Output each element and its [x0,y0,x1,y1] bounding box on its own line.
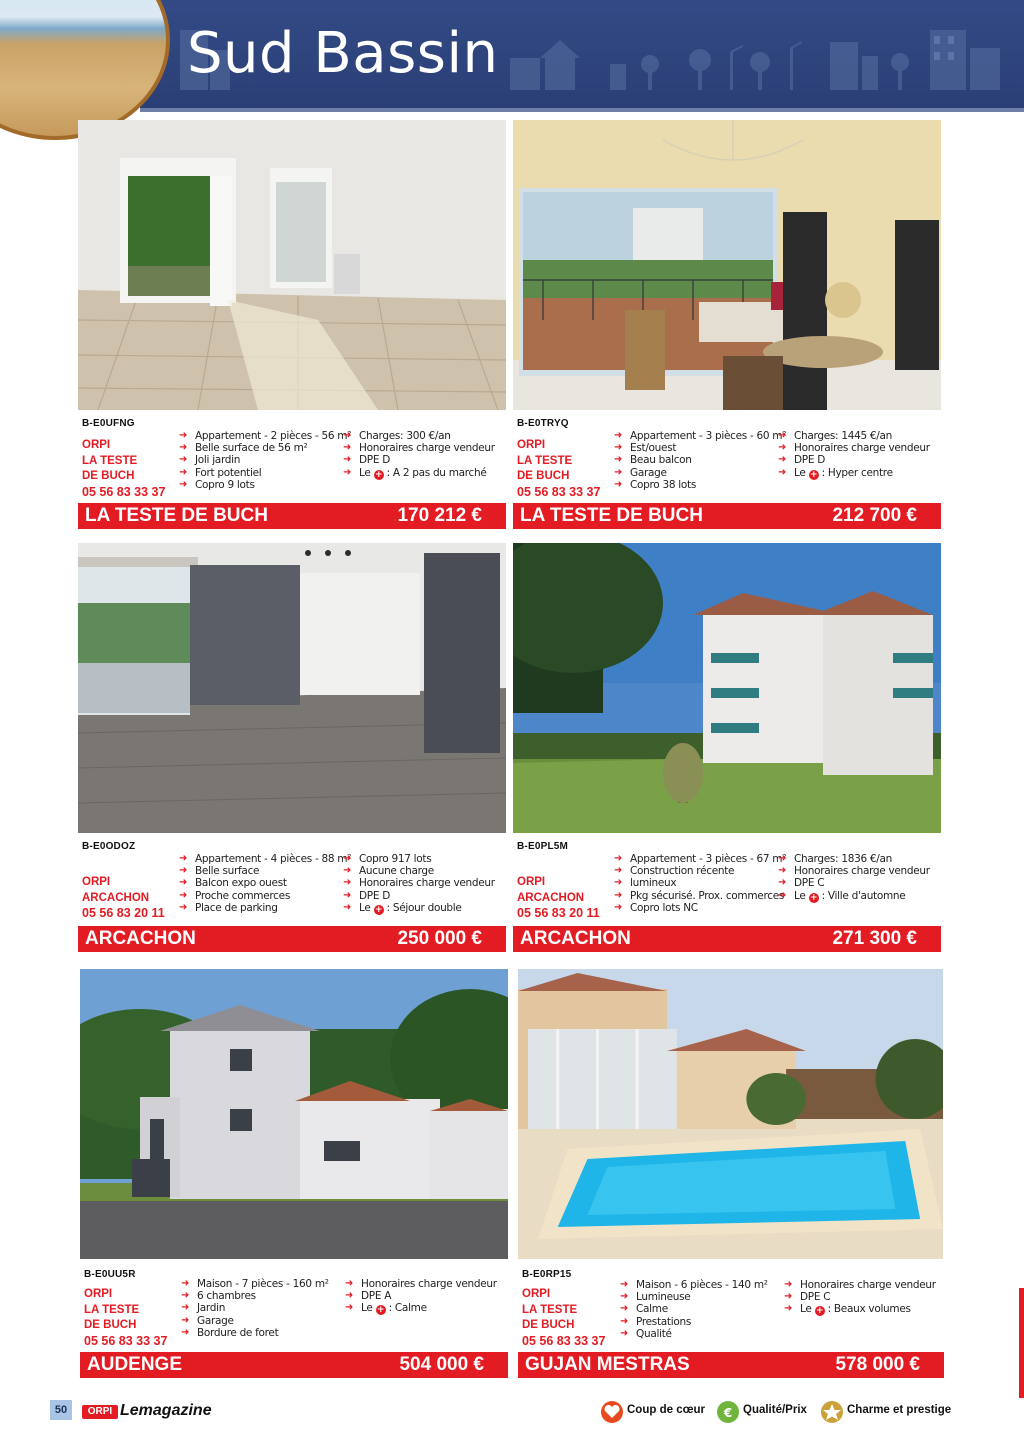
detail-item: ➜ Charges: 300 €/an [343,430,495,442]
listing-reference: B-E0PL5M [517,841,569,852]
listing-price: 578 000 € [835,1354,920,1375]
feature-item: ➜ Pkg sécurisé. Prox. commerces [614,890,786,902]
coup-de-coeur-item: ➜ Le + : A 2 pas du marché [343,467,495,480]
agency-block [84,1287,167,1349]
detail-item: ➜ DPE D [343,890,495,902]
coup-de-coeur-item: ➜ Le + : Beaux volumes [784,1303,936,1316]
agency-block [82,438,165,500]
feature-item: ➜ Qualité [620,1328,768,1340]
feature-item: ➜ Est/ouest [614,442,786,454]
listing-price: 250 000 € [397,928,482,949]
listing-reference: B-E0TRYQ [517,418,569,429]
feature-item: ➜ Garage [614,467,786,479]
listing-price: 504 000 € [399,1354,484,1375]
qualite-prix-icon [716,1400,740,1424]
feature-item: ➜ Copro 38 lots [614,479,786,491]
detail-item: ➜ Honoraires charge vendeur [784,1279,936,1291]
feature-item: ➜ Belle surface [179,865,351,877]
city-price-bar [80,1352,508,1378]
detail-item: ➜ Aucune charge [343,865,495,877]
plus-icon: + [815,1306,824,1317]
agency-phone[interactable]: 05 56 83 33 37 [82,484,166,499]
features-list [179,853,351,914]
agency-name: DE BUCH [517,470,570,482]
details-list [345,1278,497,1315]
features-list [620,1279,768,1340]
detail-item: ➜ DPE A [345,1290,497,1302]
agency-name: ORPI [517,876,546,888]
detail-item: ➜ Charges: 1445 €/an [778,430,930,442]
detail-item: ➜ Honoraires charge vendeur [343,442,495,454]
details-list [343,430,495,480]
feature-item: ➜ Place de parking [179,902,351,914]
detail-item: ➜ Honoraires charge vendeur [345,1278,497,1290]
agency-name: DE BUCH [82,470,135,482]
plus-icon: + [374,469,383,480]
listing-city: AUDENGE [87,1354,183,1375]
agency-name: DE BUCH [522,1319,575,1331]
legend-qualite-prix: Qualité/Prix [743,1404,807,1416]
feature-item: ➜ Maison - 7 pièces - 160 m² [181,1278,329,1290]
agency-name: ORPI [84,1288,113,1300]
listing-photo[interactable] [518,969,943,1259]
city-price-bar [78,503,506,529]
beach-photo [0,0,170,140]
listing-city: LA TESTE DE BUCH [520,505,703,526]
details-list [784,1279,936,1316]
header-rule [140,108,1024,112]
listing-city: GUJAN MESTRAS [525,1354,690,1375]
feature-item: ➜ Bordure de foret [181,1327,329,1339]
agency-name: ARCACHON [517,891,585,904]
coup-de-coeur-icon [600,1400,624,1424]
detail-item: ➜ DPE C [784,1291,936,1303]
listing-photo[interactable] [513,120,941,410]
city-price-bar [78,926,506,952]
listing-price: 271 300 € [832,928,917,949]
feature-item: ➜ Appartement - 2 pièces - 56 m² [179,430,351,442]
feature-item: ➜ Lumineuse [620,1291,768,1303]
side-tab-mark [1019,1288,1024,1398]
city-price-bar [513,926,941,952]
detail-item: ➜ DPE D [778,454,930,466]
listing-photo[interactable] [78,543,506,833]
coup-de-coeur-item: ➜ Le + : Calme [345,1302,497,1315]
feature-item: ➜ Garage [181,1315,329,1327]
plus-icon: + [376,1305,385,1316]
agency-name: ORPI [522,1288,551,1300]
agency-name: DE BUCH [84,1319,137,1331]
coup-de-coeur-item: ➜ Le + : Ville d'automne [778,890,930,903]
listing-city: ARCACHON [520,928,631,949]
agency-phone[interactable]: 05 56 83 20 11 [82,906,165,920]
agency-block [517,875,600,922]
feature-item: ➜ lumineux [614,877,786,889]
listing-price: 170 212 € [397,505,482,526]
feature-item: ➜ Jardin [181,1302,329,1314]
feature-item: ➜ Joli jardin [179,454,351,466]
agency-name: ORPI [82,876,111,888]
listing-city: LA TESTE DE BUCH [85,505,268,526]
agency-phone[interactable]: 05 56 83 33 37 [522,1333,606,1348]
agency-name: LA TESTE [522,1303,578,1316]
listing-reference: B-E0ODOZ [82,841,136,852]
detail-item: ➜ DPE C [778,877,930,889]
agency-phone[interactable]: 05 56 83 33 37 [84,1333,168,1348]
legend-charme-prestige: Charme et prestige [847,1404,952,1416]
feature-item: ➜ Appartement - 3 pièces - 67 m² [614,853,786,865]
magazine-title: Lemagazine [120,1402,212,1419]
city-price-bar [513,503,941,529]
charme-prestige-icon [820,1400,844,1424]
feature-item: ➜ Belle surface de 56 m² [179,442,351,454]
city-price-bar [518,1352,944,1378]
agency-phone[interactable]: 05 56 83 33 37 [517,484,601,499]
details-list [343,853,495,915]
agency-name: LA TESTE [84,1303,140,1316]
feature-item: ➜ Appartement - 4 pièces - 88 m² [179,853,351,865]
listing-photo[interactable] [78,120,506,410]
features-list [181,1278,329,1339]
feature-item: ➜ Maison - 6 pièces - 140 m² [620,1279,768,1291]
feature-item: ➜ Fort potentiel [179,467,351,479]
feature-item: ➜ Balcon expo ouest [179,877,351,889]
listing-reference: B-E0UFNG [82,418,135,429]
agency-block [517,438,600,500]
feature-item: ➜ 6 chambres [181,1290,329,1302]
detail-item: ➜ Honoraires charge vendeur [343,877,495,889]
agency-name: ORPI [517,439,546,451]
details-list [778,430,930,480]
agency-name: ARCACHON [82,891,150,904]
detail-item: ➜ Honoraires charge vendeur [778,865,930,877]
feature-item: ➜ Copro 9 lots [179,479,351,491]
listing-photo[interactable] [80,969,508,1259]
listing-city: ARCACHON [85,928,196,949]
details-list [778,853,930,903]
feature-item: ➜ Construction récente [614,865,786,877]
feature-item: ➜ Proche commerces [179,890,351,902]
agency-block [82,875,165,922]
feature-item: ➜ Copro lots NC [614,902,786,914]
feature-item: ➜ Calme [620,1303,768,1315]
feature-item: ➜ Appartement - 3 pièces - 60 m² [614,430,786,442]
agency-block [522,1287,605,1349]
plus-icon: + [374,904,383,915]
feature-item: ➜ Prestations [620,1316,768,1328]
svg-text:€: € [723,1406,733,1420]
detail-item: ➜ DPE D [343,454,495,466]
listing-price: 212 700 € [832,505,917,526]
features-list [179,430,351,491]
listing-reference: B-E0UU5R [84,1269,136,1280]
features-list [614,853,786,914]
agency-phone[interactable]: 05 56 83 20 11 [517,906,600,920]
detail-item: ➜ Honoraires charge vendeur [778,442,930,454]
orpi-logo: ORPI [82,1405,118,1419]
agency-name: ORPI [82,439,111,451]
detail-item: ➜ Copro 917 lots [343,853,495,865]
page-number: 50 [50,1400,72,1420]
plus-icon: + [809,892,818,903]
features-list [614,430,786,491]
listing-reference: B-E0RP15 [522,1269,572,1280]
plus-icon: + [809,469,818,480]
coup-de-coeur-item: ➜ Le + : Hyper centre [778,467,930,480]
feature-item: ➜ Beau balcon [614,454,786,466]
page-title: Sud Bassin [187,21,499,86]
listing-photo[interactable] [513,543,941,833]
coup-de-coeur-item: ➜ Le + : Séjour double [343,902,495,915]
detail-item: ➜ Charges: 1836 €/an [778,853,930,865]
page-header [0,0,1024,112]
agency-name: LA TESTE [82,454,138,467]
agency-name: LA TESTE [517,454,573,467]
legend-coup-de-coeur: Coup de cœur [627,1404,705,1416]
